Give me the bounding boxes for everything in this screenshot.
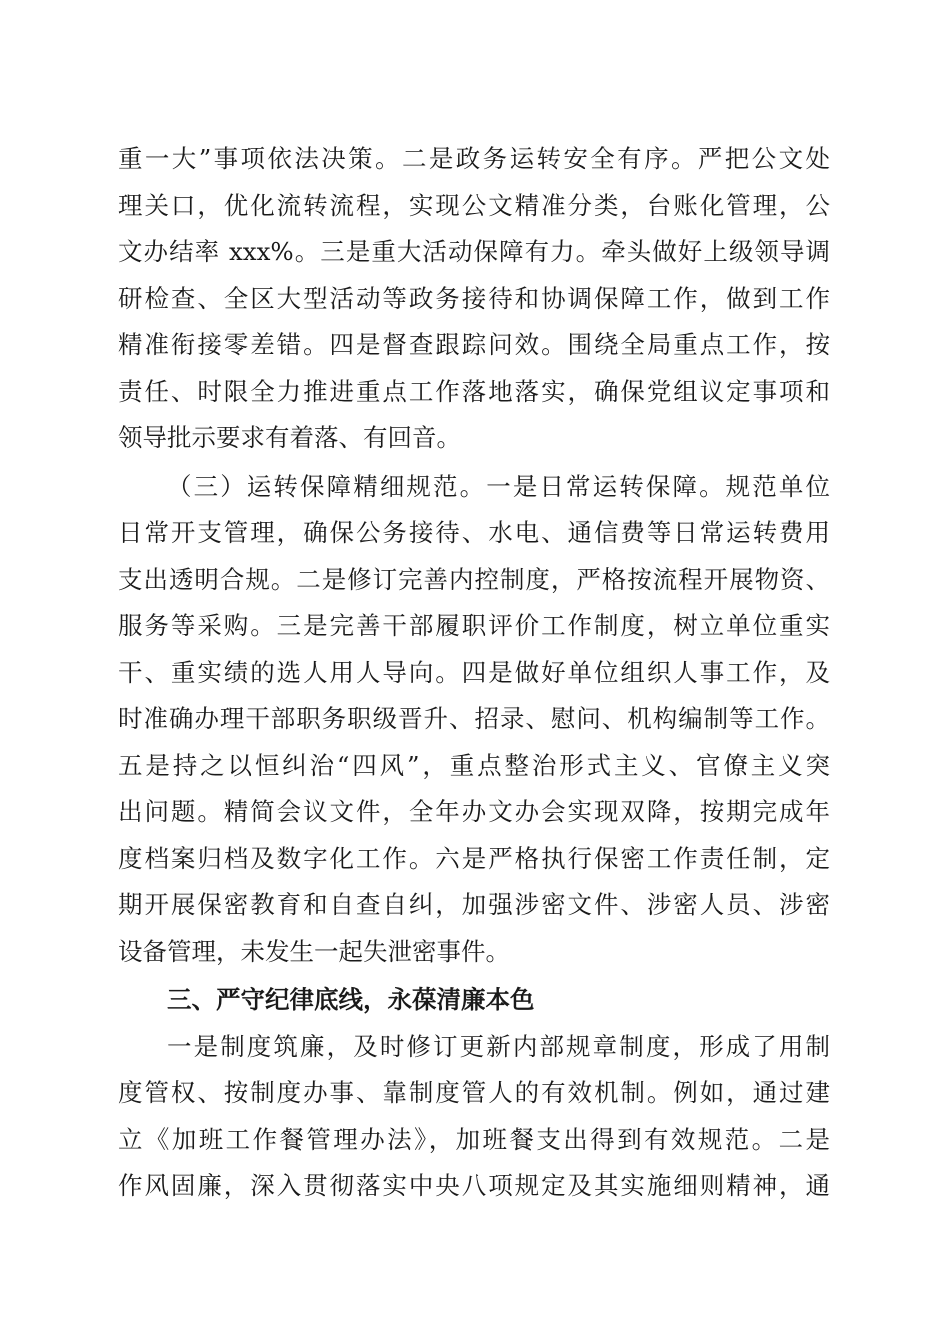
section-heading-text: 三、严守纪律底线，永葆清廉本色 bbox=[167, 985, 535, 1014]
paragraph-integrity bbox=[118, 1024, 830, 1210]
text-line: 出问题。精简会议文件，全年办文办会实现双降，按期完成年 bbox=[118, 797, 830, 826]
text-line: 日常开支管理，确保公务接待、水电、通信费等日常运转费用 bbox=[118, 518, 830, 547]
text-line: 时准确办理干部职务职级晋升、招录、慰问、机构编制等工作。 bbox=[118, 704, 830, 733]
text-line: 度管权、按制度办事、靠制度管人的有效机制。例如，通过建 bbox=[118, 1078, 830, 1107]
text-line: 干、重实绩的选人用人导向。四是做好单位组织人事工作，及 bbox=[118, 657, 830, 687]
text-line: 作风固廉，深入贯彻落实中央八项规定及其实施细则精神，通 bbox=[118, 1171, 830, 1200]
text-line: 领导批示要求有着落、有回音。 bbox=[118, 423, 461, 452]
text-line: （三）运转保障精细规范。一是日常运转保障。规范单位 bbox=[167, 471, 830, 501]
paragraph-operations-support bbox=[118, 464, 830, 976]
paragraph-continuation bbox=[118, 136, 830, 462]
text-line: 五是持之以恒纠治“四风”，重点整治形式主义、官僚主义突 bbox=[118, 750, 830, 780]
text-line: 文办结率 xxx%。三是重大活动保障有力。牵头做好上级领导调 bbox=[118, 237, 830, 266]
text-line: 重一大”事项依法决策。二是政务运转安全有序。严把公文处 bbox=[118, 144, 830, 173]
text-line: 研检查、全区大型活动等政务接待和协调保障工作，做到工作 bbox=[118, 283, 830, 313]
document-body bbox=[118, 136, 830, 1210]
text-line: 支出透明合规。二是修订完善内控制度，严格按流程开展物资、 bbox=[118, 564, 830, 594]
section-heading bbox=[118, 977, 830, 1024]
text-line: 度档案归档及数字化工作。六是严格执行保密工作责任制，定 bbox=[118, 843, 830, 873]
text-line: 服务等采购。三是完善干部履职评价工作制度，树立单位重实 bbox=[118, 611, 830, 640]
text-line: 责任、时限全力推进重点工作落地落实，确保党组议定事项和 bbox=[118, 376, 830, 406]
text-line: 理关口，优化流转流程，实现公文精准分类，台账化管理，公 bbox=[118, 190, 830, 220]
text-line: 立《加班工作餐管理办法》，加班餐支出得到有效规范。二是 bbox=[118, 1124, 830, 1154]
text-line: 精准衔接零差错。四是督查跟踪问效。围绕全局重点工作，按 bbox=[118, 330, 830, 359]
text-line: 一是制度筑廉，及时修订更新内部规章制度，形成了用制 bbox=[167, 1031, 830, 1061]
text-line: 期开展保密教育和自查自纠，加强涉密文件、涉密人员、涉密 bbox=[118, 890, 830, 919]
text-line: 设备管理，未发生一起失泄密事件。 bbox=[118, 936, 510, 966]
